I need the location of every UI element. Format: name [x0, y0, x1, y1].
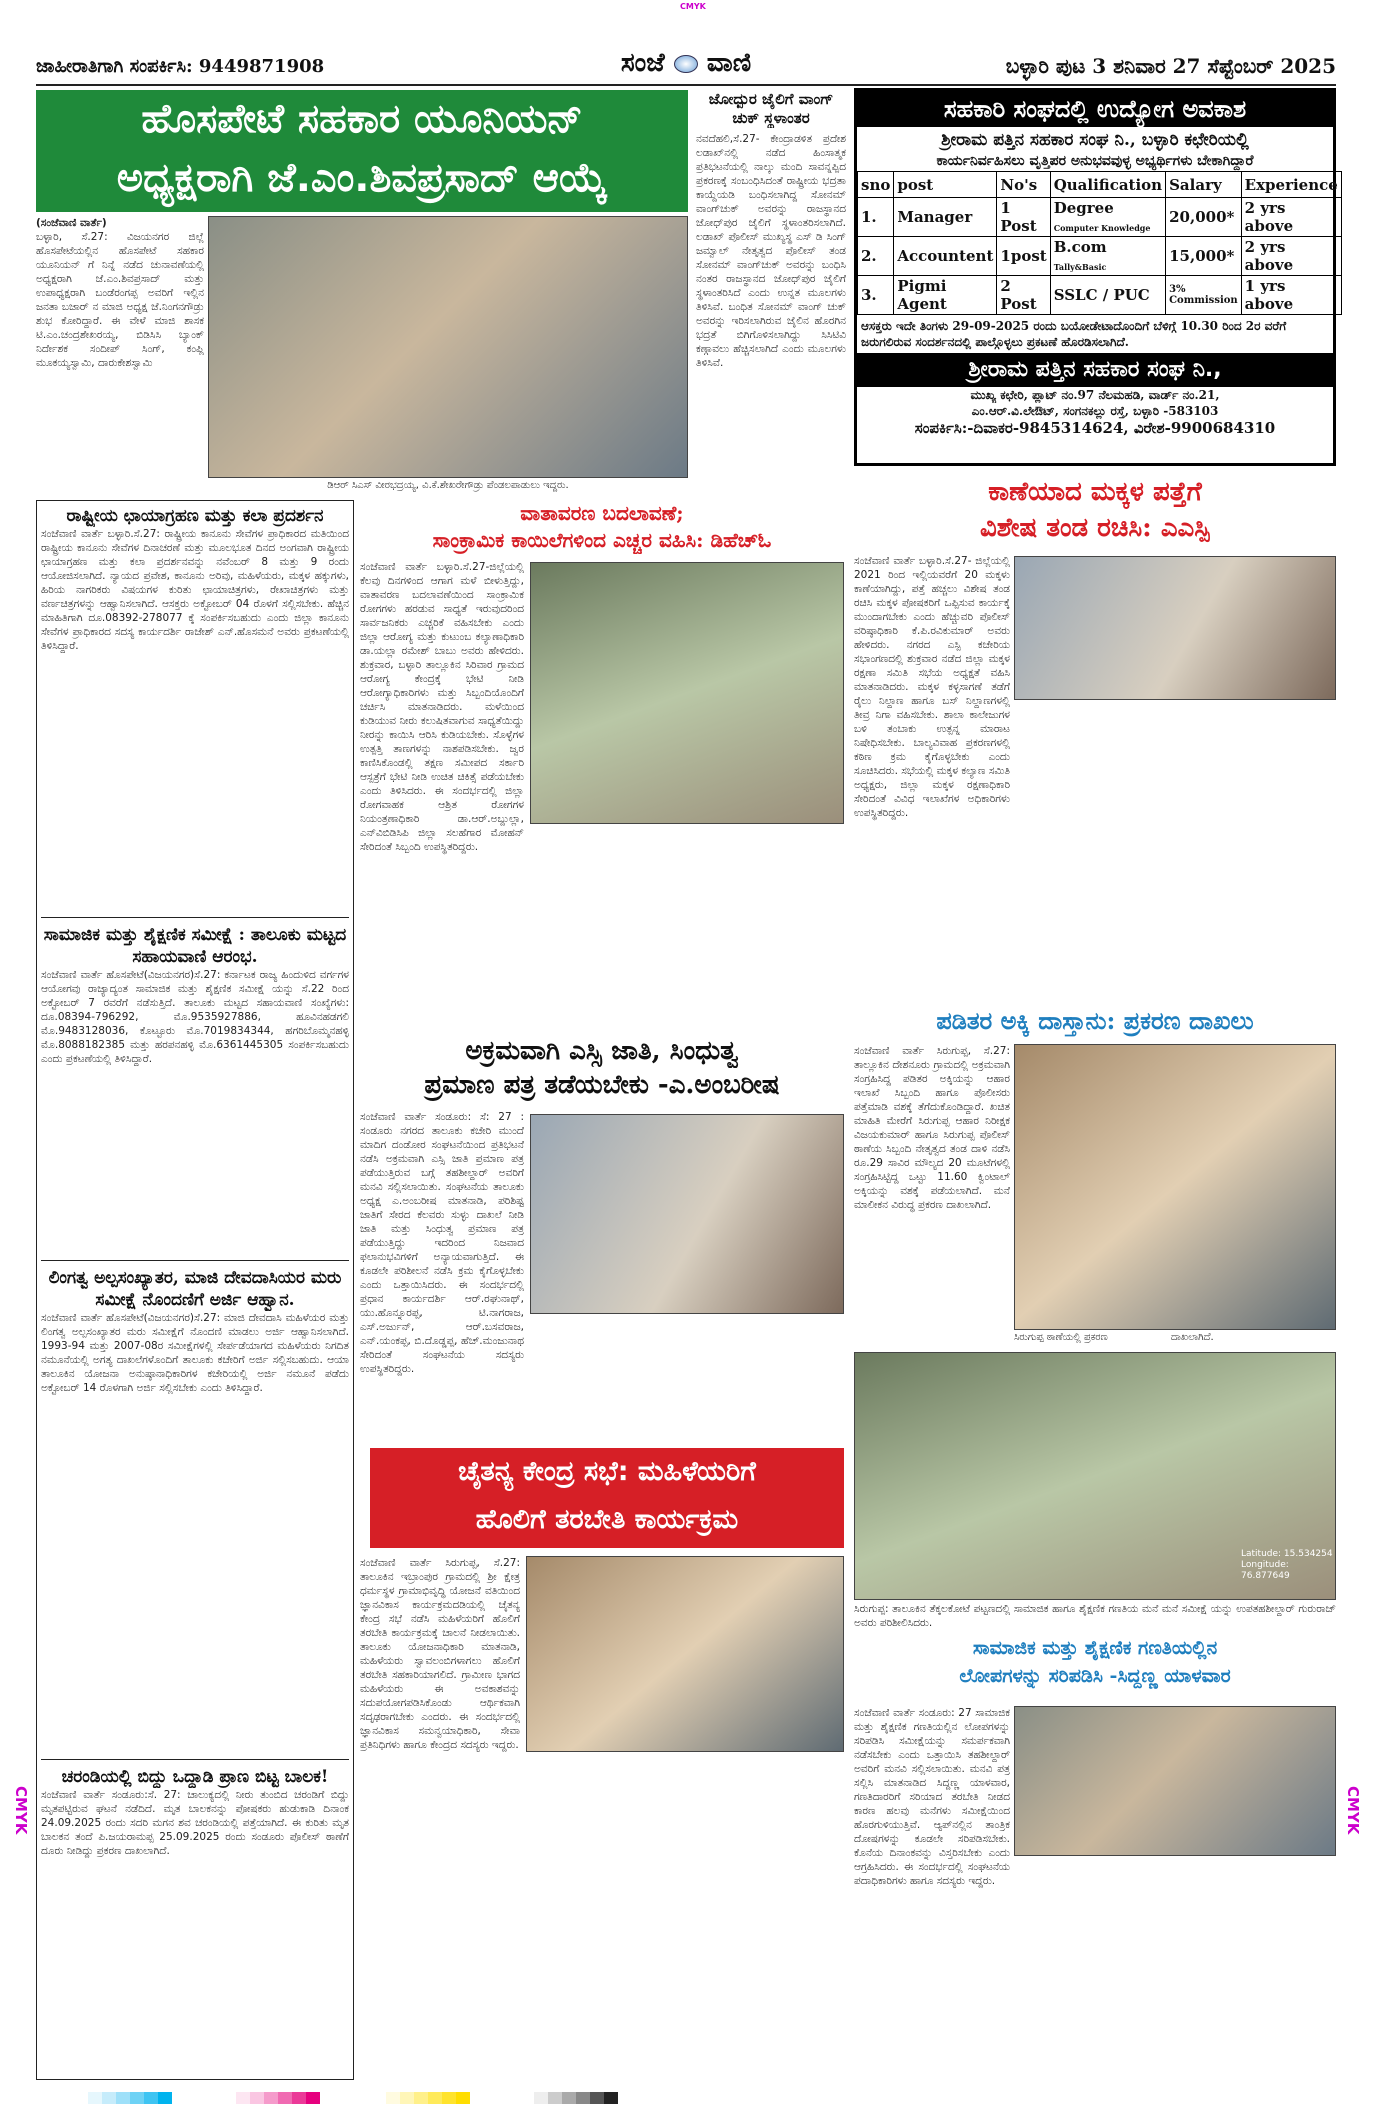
article-photo-exhibition: [41, 505, 349, 918]
census-headline-box: [854, 1634, 1336, 1702]
title-right: ವಾಣಿ: [706, 48, 752, 78]
article-helpline: [41, 924, 349, 1261]
dho-photo: [530, 562, 844, 824]
census-photo: [1014, 1706, 1336, 1856]
color-bar-magenta: [236, 2092, 320, 2104]
lead-headline-2: ಅಧ್ಯಕ್ಷರಾಗಿ ಜೆ.ಎಂ.ಶಿವಪ್ರಸಾದ್ ಆಯ್ಕೆ: [116, 155, 608, 201]
col-post: post: [894, 172, 997, 198]
jodhpur-article: [696, 90, 846, 490]
color-bar-yellow: [386, 2092, 470, 2104]
census-headline-2: ಲೋಪಗಳನ್ನು ಸರಿಪಡಿಸಿ -ಸಿದ್ದಣ್ಣ ಯಾಳವಾರ: [959, 1665, 1231, 1687]
dho-headline-2: ಸಾಂಕ್ರಾಮಿಕ ಕಾಯಿಲೆಗಳಿಂದ ಎಚ್ಚರ ವಹಿಸಿ: ಡಿಹೆಚ್ಓ: [432, 528, 772, 552]
missing-kids-body: ಸಂಜೆವಾಣಿ ವಾರ್ತೆ ಬಳ್ಳಾರಿ.ಸೆ.27- ಜಿಲ್ಲೆಯಲ್ಲಿ 2021 ರಿಂದ ಇಲ್ಲಿಯವರೆಗೆ 20 ಮಕ್ಕಳು ಕಾಣೆಯಾಗಿದ್ದು, ಪತ್ತೆ ಹಚ್ಚಲು ವಿಶೇಷ ತಂಡ ರಚಿಸಿ ಮಕ್ಕಳ ಪೋಷಕರಿಗೆ ಒಪ್ಪಿಸುವ ಕಾರ್ಯಕ್ಕೆ ಮುಂದಾಗಬೇಕು ಎಂದು ಹೆಚ್ಚುವರಿ ಪೊಲೀಸ್ ವರಿಷ್ಠಾಧಿಕಾರಿ ಕೆ.ಪಿ.ರವಿಕುಮಾರ್ ಅವರು ಹೇಳಿದರು. ನಗರದ ಎಸ್ಪಿ ಕಚೇರಿಯ ಸಭಾಂಗಣದಲ್ಲಿ ಶುಕ್ರವಾರ ನಡೆದ ಜಿಲ್ಲಾ ಮಕ್ಕಳ ರಕ್ಷಣಾ ಸಮಿತಿ ಸಭೆಯ ಅಧ್ಯಕ್ಷತೆ ವಹಿಸಿ ಮಾತನಾಡಿದರು. ಮಕ್ಕಳ ಕಳ್ಳಸಾಗಣೆ ತಡೆಗೆ ರೈಲು ನಿಲ್ದಾಣ ಹಾಗೂ ಬಸ್ ನಿಲ್ದಾಣಗಳಲ್ಲಿ ತೀವ್ರ ನಿಗಾ ವಹಿಸಬೇಕು. ಶಾಲಾ ಕಾಲೇಜುಗಳ ಬಳಿ ತಂಬಾಕು ಉತ್ಪನ್ನ ಮಾರಾಟ ನಿಷೇಧಿಸಬೇಕು. ಬಾಲ್ಯವಿವಾಹ ಪ್ರಕರಣಗಳಲ್ಲಿ ಕಠಿಣ ಕ್ರಮ ಕೈಗೊಳ್ಳಬೇಕು ಎಂದು ಸೂಚಿಸಿದರು. ಸಭೆಯಲ್ಲಿ ಮಕ್ಕಳ ಕಲ್ಯಾಣ ಸಮಿತಿ ಅಧ್ಯಕ್ಷರು, ಜಿಲ್ಲಾ ಮಕ್ಕಳ ರಕ್ಷಣಾಧಿಕಾರಿ ಸೇರಿದಂತೆ ವಿವಿಧ ಇಲಾಖೆಗಳ ಅಧಿಕಾರಿಗಳು ಉಪಸ್ಥಿತರಿದ್ದರು.: [854, 555, 1010, 819]
jobs-ad: [854, 88, 1336, 466]
survey-caption: ಸಿರುಗುಪ್ಪ: ತಾಲೂಕಿನ ತೆಕ್ಕಲಕೋಟೆ ಪಟ್ಟಣದಲ್ಲಿ ಸಾಮಾಜಿಕ ಹಾಗೂ ಶೈಕ್ಷಣಿಕ ಗಣತಿಯ ಮನೆ ಮನೆ ಸಮೀಕ್ಷೆ ಯನ್ನು ಉಪತಹಶೀಲ್ದಾರ್ ಗುರುರಾಜ್ ಅವರು ಪರಿಶೀಲಿಸಿದರು.: [854, 1603, 1336, 1629]
chaitanya-headline-1: ಚೈತನ್ಯ ಕೇಂದ್ರ ಸಭೆ: ಮಹಿಳೆಯರಿಗೆ: [458, 1456, 756, 1487]
article-headline: ಸಾಮಾಜಿಕ ಮತ್ತು ಶೈಕ್ಷಣಿಕ ಸಮೀಕ್ಷೆ : ತಾಲೂಕು ಮಟ್ಟದ ಸಹಾಯವಾಣಿ ಆರಂಭ.: [43, 925, 347, 967]
caste-headline-2: ಪ್ರಮಾಣ ಪತ್ರ ತಡೆಯಬೇಕು -ಎ.ಅಂಬರೀಷ: [424, 1070, 780, 1100]
masthead-rule: [36, 84, 1336, 86]
article-body: ಸಂಜೆವಾಣಿ ವಾರ್ತೆ ಹೊಸಪೇಟೆ(ವಿಜಯನಗರ)ಸೆ.27: ಕರ್ನಾಟಕ ರಾಜ್ಯ ಹಿಂದುಳಿದ ವರ್ಗಗಳ ಆಯೋಗವು ರಾಜ್ಯಾದ್ಯಂತ ಸಾಮಾಜಿಕ ಮತ್ತು ಶೈಕ್ಷಣಿಕ ಸಮೀಕ್ಷೆ ಯನ್ನು ಸೆ.22 ರಿಂದ ಅಕ್ಟೋಬರ್ 7 ರವರೆಗೆ ನಡೆಸುತ್ತಿದೆ. ತಾಲೂಕು ಮಟ್ಟದ ಸಹಾಯವಾಣಿ ಸಂಖ್ಯೆಗಳು: ದೂ.08394-796292, ಮೊ.9535927886, ಹೂವಿನಹಡಗಲಿ ಮೊ.9483128036, ಕೊಟ್ಟೂರು ಮೊ.7019834344, ಹಗರಿಬೊಮ್ಮನಹಳ್ಳಿ ಮೊ.8088182385 ಮತ್ತು ಹರಪನಹಳ್ಳಿ ಮೊ.6361445305 ಸಂಪರ್ಕಿಸಬಹುದು ಎಂದು ಪ್ರಕಟಣೆಯಲ್ಲಿ ತಿಳಿಸಿದ್ದಾರೆ.: [41, 969, 349, 1065]
ration-caption-1: ಸಿರುಗುಪ್ಪ ಠಾಣೆಯಲ್ಲಿ ಪ್ರಕರಣ: [1014, 1332, 1108, 1343]
right-cmyk-mark: CMYK: [1344, 1786, 1362, 1835]
census-body: ಸಂಜೆವಾಣಿ ವಾರ್ತೆ ಸಂಡೂರು: 27 ಸಾಮಾಜಿಕ ಮತ್ತು ಶೈಕ್ಷಣಿಕ ಗಣತಿಯಲ್ಲಿನ ಲೋಪಗಳನ್ನು ಸರಿಪಡಿಸಿ ಸಮೀಕ್ಷೆಯನ್ನು ಸಮರ್ಪಕವಾಗಿ ನಡೆಸಬೇಕು ಎಂದು ಒತ್ತಾಯಿಸಿ ತಹಶೀಲ್ದಾರ್ ಅವರಿಗೆ ಮನವಿ ಸಲ್ಲಿಸಲಾಯಿತು. ಮನವಿ ಪತ್ರ ಸಲ್ಲಿಸಿ ಮಾತನಾಡಿದ ಸಿದ್ದಣ್ಣ ಯಾಳವಾರ, ಗಣತಿದಾರರಿಗೆ ಸರಿಯಾದ ತರಬೇತಿ ನೀಡದ ಕಾರಣ ಹಲವು ಮನೆಗಳು ಸಮೀಕ್ಷೆಯಿಂದ ಹೊರಗುಳಿಯುತ್ತಿವೆ. ಆ್ಯಪ್‌ನಲ್ಲಿನ ತಾಂತ್ರಿಕ ದೋಷಗಳನ್ನು ಕೂಡಲೇ ಸರಿಪಡಿಸಬೇಕು. ಕೊನೆಯ ದಿನಾಂಕವನ್ನು ವಿಸ್ತರಿಸಬೇಕು ಎಂದು ಆಗ್ರಹಿಸಿದರು. ಈ ಸಂದರ್ಭದಲ್ಲಿ ಸಂಘಟನೆಯ ಪದಾಧಿಕಾರಿಗಳು ಹಾಗೂ ಸದಸ್ಯರು ಇದ್ದರು.: [854, 1707, 1010, 1887]
ration-headline-box: [854, 1004, 1336, 1038]
col1-articles: [36, 500, 354, 2080]
chaitanya-body: ಸಂಜೆವಾಣಿ ವಾರ್ತೆ ಸಿರುಗುಪ್ಪ, ಸೆ.27: ತಾಲೂಕಿನ ಇಬ್ರಾಂಪುರ ಗ್ರಾಮದಲ್ಲಿ ಶ್ರೀ ಕ್ಷೇತ್ರ ಧರ್ಮಸ್ಥಳ ಗ್ರಾಮಾಭಿವೃದ್ಧಿ ಯೋಜನೆ ವತಿಯಿಂದ ಜ್ಞಾನವಿಕಾಸ ಕಾರ್ಯಕ್ರಮದಡಿಯಲ್ಲಿ ಚೈತನ್ಯ ಕೇಂದ್ರ ಸಭೆ ನಡೆಸಿ ಮಹಿಳೆಯರಿಗೆ ಹೊಲಿಗೆ ತರಬೇತಿ ಕಾರ್ಯಕ್ರಮಕ್ಕೆ ಚಾಲನೆ ನೀಡಲಾಯಿತು. ತಾಲೂಕು ಯೋಜನಾಧಿಕಾರಿ ಮಾತನಾಡಿ, ಮಹಿಳೆಯರು ಸ್ವಾವಲಂಬಿಗಳಾಗಲು ಹೊಲಿಗೆ ತರಬೇತಿ ಸಹಕಾರಿಯಾಗಲಿದೆ. ಗ್ರಾಮೀಣ ಭಾಗದ ಮಹಿಳೆಯರು ಈ ಅವಕಾಶವನ್ನು ಸದುಪಯೋಗಪಡಿಸಿಕೊಂಡು ಆರ್ಥಿಕವಾಗಿ ಸದೃಢರಾಗಬೇಕು ಎಂದರು. ಈ ಸಂದರ್ಭದಲ್ಲಿ ಜ್ಞಾನವಿಕಾಸ ಸಮನ್ವಯಾಧಿಕಾರಿ, ಸೇವಾ ಪ್ರತಿನಿಧಿಗಳು ಹಾಗೂ ಕೇಂದ್ರದ ಸದಸ್ಯರು ಇದ್ದರು.: [360, 1557, 520, 1751]
caste-photo: [530, 1114, 844, 1314]
col-salary: Salary: [1166, 172, 1242, 198]
lead-headline-1: ಹೊಸಪೇಟೆ ಸಹಕಾರ ಯೂನಿಯನ್: [141, 96, 583, 142]
article-body: ಸಂಜೆವಾಣಿ ವಾರ್ತೆ ಬಳ್ಳಾರಿ.ಸೆ.27: ರಾಷ್ಟ್ರೀಯ ಕಾನೂನು ಸೇವೆಗಳ ಪ್ರಾಧಿಕಾರದ ಮತಿಯಿಂದ ರಾಷ್ಟ್ರೀಯ ಕಾನೂನು ಸೇವೆಗಳ ದಿನಾಚರಣೆ ಮತ್ತು ಮೂಲಭೂತ ದಿನದ ಅಂಗವಾಗಿ ರಾಷ್ಟ್ರೀಯ ಛಾಯಾಗ್ರಹಣ ಮತ್ತು ಕಲಾ ಪ್ರದರ್ಶನವನ್ನು ನವೆಂಬರ್ 8 ಮತ್ತು 9 ರಂದು ಆಯೋಜಿಸಲಾಗಿದೆ. ನ್ಯಾಯದ ಪ್ರವೇಶ, ಕಾನೂನು ಅರಿವು, ಮಹಿಳೆಯರು, ಮಕ್ಕಳ ಹಕ್ಕುಗಳು, ಹಿರಿಯ ನಾಗರಿಕರು ವಿಷಯಗಳ ಕುರಿತು ಛಾಯಾಚಿತ್ರಗಳು, ರೇಖಾಚಿತ್ರಗಳು ಮತ್ತು ವರ್ಣಚಿತ್ರಗಳನ್ನು ಆಹ್ವಾನಿಸಲಾಗಿದೆ. ಆಸಕ್ತರು ಅಕ್ಟೋಬರ್ 04 ರೊಳಗೆ ಸಲ್ಲಿಸಬೇಕು. ಹೆಚ್ಚಿನ ಮಾಹಿತಿಗಾಗಿ ದೂ.08392-278077 ಕ್ಕೆ ಸಂಪರ್ಕಿಸಬಹುದು ಎಂದು ಜಿಲ್ಲಾ ಕಾನೂನು ಸೇವೆಗಳ ಪ್ರಾಧಿಕಾರದ ಸದಸ್ಯ ಕಾರ್ಯದರ್ಶಿ ರಾಜೇಶ್ ಎನ್.ಹೊಸಮನೆ ಅವರು ಪ್ರಕಟಣೆಯಲ್ಲಿ ತಿಳಿಸಿದ್ದಾರೆ.: [41, 528, 349, 652]
jobs-society: ಶ್ರೀರಾಮ ಪತ್ತಿನ ಸಹಕಾರ ಸಂಘ ನಿ.,: [857, 353, 1333, 387]
lead-photo-caption: ಡಿಆರ್ ಸಿಎಸ್ ವೀರಭದ್ರಯ್ಯ, ವಿ.ಕೆ.ಶೇಖರೇಗೌಡ್ರು ಪೆಂಡಲಪಾಡುಲು ಇದ್ದರು.: [327, 480, 569, 491]
lead-body: [36, 216, 204, 478]
missing-kids-article: [854, 474, 1336, 1000]
color-bar-cyan: [88, 2092, 172, 2104]
jodhpur-body: ನವದೆಹಲಿ,ಸೆ.27- ಕೇಂದ್ರಾಡಳಿತ ಪ್ರದೇಶ ಲಡಾಖ್‌ನಲ್ಲಿ ನಡೆದ ಹಿಂಸಾತ್ಮಕ ಪ್ರತಿಭಟನೆಯಲ್ಲಿ ನಾಲ್ಕು ಮಂದಿ ಸಾವನ್ನಪ್ಪಿದ ಪ್ರಕರಣಕ್ಕೆ ಸಂಬಂಧಿಸಿದಂತೆ ರಾಷ್ಟ್ರೀಯ ಭದ್ರತಾ ಕಾಯ್ದೆಯಡಿ ಬಂಧಿಸಲಾಗಿದ್ದ ಸೋನಮ್ ವಾಂಗ್‌ಚುಕ್ ಅವರನ್ನು ರಾಜಸ್ಥಾನದ ಜೋಧ್‌ಪುರ ಜೈಲಿಗೆ ಸ್ಥಳಾಂತರಿಸಲಾಗಿದೆ. ಲಡಾಖ್ ಪೊಲೀಸ್ ಮುಖ್ಯಸ್ಥ ಎಸ್ ಡಿ ಸಿಂಗ್ ಜಮ್ವಾಲ್ ನೇತೃತ್ವದ ಪೊಲೀಸ್ ತಂಡ ಸೋನಮ್ ವಾಂಗ್‌ಚುಕ್ ಅವರನ್ನು ಬಂಧಿಸಿ ನಂತರ ರಾಜಸ್ಥಾನದ ಜೋಧ್‌ಪುರ ಜೈಲಿಗೆ ಸ್ಥಳಾಂತರಿಸಿದೆ ಎಂದು ಉನ್ನತ ಮೂಲಗಳು ತಿಳಿಸಿವೆ. ಬಂಧಿತ ಸೋನಮ್ ವಾಂಗ್ ಚುಕ್ ಅವರನ್ನು ಇರಿಸಲಾಗಿರುವ ಜೈಲಿನ ಹೊರಗಿನ ಭದ್ರತೆ ಬಿಗಿಗೊಳಿಸಲಾಗಿದ್ದು ಸಿಸಿಟಿವಿ ಕಣ್ಗಾವಲು ಹೆಚ್ಚಿಸಲಾಗಿದೆ ಎಂದು ಮೂಲಗಳು ತಿಳಿಸಿವೆ.: [696, 133, 846, 369]
article-headline: ಲಿಂಗತ್ವ ಅಲ್ಪಸಂಖ್ಯಾತರ, ಮಾಜಿ ದೇವದಾಸಿಯರ ಮರು ಸಮೀಕ್ಷೆ ನೊಂದಣಿಗೆ ಅರ್ಜಿ ಆಹ್ವಾನ.: [48, 1268, 342, 1310]
ration-photo: [1014, 1044, 1336, 1330]
missing-kids-photo: [1014, 556, 1336, 700]
table-row: 3. Pigmi Agent 2 Post SSLC / PUC 3% Commission 1 yrs above: [858, 276, 1342, 315]
census-headline-1: ಸಾಮಾಜಿಕ ಮತ್ತು ಶೈಕ್ಷಣಿಕ ಗಣತಿಯಲ್ಲಿನ: [972, 1637, 1218, 1659]
chaitanya-headline-2: ಹೊಲಿಗೆ ತರಬೇತಿ ಕಾರ್ಯಕ್ರಮ: [475, 1504, 739, 1535]
ration-photo-caption: [1014, 1332, 1336, 1343]
dho-article: [360, 500, 844, 1030]
table-row: 2. Accountent 1post B.com Tally&Basic 15,000* 2 yrs above: [858, 237, 1342, 276]
lead-body-text: ಬಳ್ಳಾರಿ, ಸೆ.27: ವಿಜಯನಗರ ಜಿಲ್ಲೆ ಹೊಸಪೇಟೆಯಲ್ಲಿನ ಹೊಸಪೇಟೆ ಸಹಕಾರ ಯೂನಿಯನ್ ಗೆ ನಿನ್ನೆ ನಡೆದ ಚುನಾವಣೆಯಲ್ಲಿ ಅಧ್ಯಕ್ಷರಾಗಿ ಜೆ.ಎಂ.ಶಿವಪ್ರಸಾದ್ ಮತ್ತು ಉಪಾಧ್ಯಕ್ಷರಾಗಿ ಬಂಡೆರಂಗಪ್ಪ ಅವರಿಗೆ ಇಲ್ಲಿನ ಜನತಾ ಬಜಾರ್ ನ ಮಾಜಿ ಅಧ್ಯಕ್ಷ ಜೆ.ನಿಂಗನಗೌಡ್ರು ಶುಭ ಕೋರಿದ್ದಾರೆ. ಈ ವೇಳೆ ಮಾಜಿ ಶಾಸಕ ಟಿ.ಎಂ.ಚಂದ್ರಶೇಖರಯ್ಯ, ಬಿಡಿಸಿಸಿ ಬ್ಯಾಂಕ್ ನಿರ್ದೇಶಕ ಸಂದೀಪ್ ಸಿಂಗ್, ಕಂಪ್ಲಿ ಮೂಕಯ್ಯಸ್ವಾಮಿ, ದಾರುಕೇಶಸ್ವಾಮಿ: [36, 231, 204, 369]
article-body: ಸಂಜೆವಾಣಿ ವಾರ್ತೆ ಹೊಸಪೇಟೆ(ವಿಜಯನಗರ)ಸೆ.27: ಮಾಜಿ ದೇವದಾಸಿ ಮಹಿಳೆಯರ ಮತ್ತು ಲಿಂಗತ್ವ ಅಲ್ಪಸಂಖ್ಯಾತರ ಮರು ಸಮೀಕ್ಷೆಗೆ ನೊಂದಣಿ ಮಾಡಲು ಅರ್ಜಿ ಆಹ್ವಾನಿಸಲಾಗಿದೆ. 1993-94 ಮತ್ತು 2007-08ರ ಸಮೀಕ್ಷೆಗಳಲ್ಲಿ ಸೇರ್ಪಡೆಯಾಗದ ಮಹಿಳೆಯರು ನಿಗದಿತ ನಮೂನೆಯಲ್ಲಿ ಅಗತ್ಯ ದಾಖಲೆಗಳೊಂದಿಗೆ ತಾಲೂಕು ಕಚೇರಿಗೆ ಅರ್ಜಿ ಸಲ್ಲಿಸಬಹುದು. ಆಯಾ ತಾಲೂಕಿನ ಯೋಜನಾ ಅನುಷ್ಠಾನಾಧಿಕಾರಿಗಳ ಕಚೇರಿಯಲ್ಲಿ ಅರ್ಜಿ ನಮೂನೆ ಪಡೆದು ಅಕ್ಟೋಬರ್ 14 ರೊಳಗಾಗಿ ಅರ್ಜಿ ಸಲ್ಲಿಸಬೇಕು ಎಂದು ತಿಳಿಸಿದ್ದಾರೆ.: [41, 1312, 349, 1394]
article-body: ಸಂಜೆವಾಣಿ ವಾರ್ತೆ ಸಂಡೂರು:ಸೆ. 27: ಚಾಲುಕ್ಯದಲ್ಲಿ ನೀರು ತುಂಬಿದ ಚರಂಡಿಗೆ ಬಿದ್ದು ಮೃತಪಟ್ಟಿರುವ ಘಟನೆ ನಡೆದಿದೆ. ಮೃತ ಬಾಲಕನನ್ನು ಪೋಷಕರು ಹುಡುಕಾಡಿ ದಿನಾಂಕ 24.09.2025 ರಂದು ಸದರಿ ಮಗನ ಶವ ಚರಂಡಿಯಲ್ಲಿ ಪತ್ತೆಯಾಗಿದೆ. ಈ ಕುರಿತು ಮೃತ ಬಾಲಕನ ತಂದೆ ಪಿ.ಜಯರಾಮಪ್ಪ 25.09.2025 ರಂದು ಸಂಡೂರು ಪೊಲೀಸ್ ಠಾಣೆಗೆ ದೂರು ನೀಡಿದ್ದು ಪ್ರಕರಣ ದಾಖಲಾಗಿದೆ.: [41, 1789, 349, 1857]
jobs-address-1: ಮುಖ್ಯ ಕಛೇರಿ, ಪ್ಲಾಟ್ ನಂ.97 ನೆಲಮಹಡಿ, ವಾರ್ಡ್ ನಂ.21,: [970, 388, 1220, 402]
jobs-banner: ಸಹಕಾರಿ ಸಂಘದಲ್ಲಿ ಉದ್ಯೋಗ ಅವಕಾಶ: [857, 91, 1333, 127]
left-cmyk-mark: CMYK: [12, 1786, 30, 1835]
lead-byline: (ಸಂಜೆವಾಣಿ ವಾರ್ತೆ): [36, 217, 107, 229]
col-sno: sno: [858, 172, 894, 198]
col-nos: No's: [997, 172, 1050, 198]
title-left: ಸಂಜೆ: [620, 48, 665, 78]
jobs-address-2: ಎಂ.ಆರ್.ವಿ.ಲೇಔಟ್, ಸಂಗನಕಲ್ಲು ರಸ್ತೆ, ಬಳ್ಳಾರಿ -583103: [971, 404, 1219, 418]
chaitanya-headline-box: [370, 1448, 844, 1548]
color-bar-black: [534, 2092, 618, 2104]
dho-headline-1: ವಾತಾವರಣ ಬದಲಾವಣೆ;: [520, 501, 684, 525]
survey-photo: [854, 1352, 1336, 1600]
col-experience: Experience: [1241, 172, 1341, 198]
masthead: [36, 48, 1336, 84]
caste-article: [360, 1034, 844, 1444]
title-logo-icon: [674, 55, 698, 73]
ad-contact: ಜಾಹೀರಾತಿಗಾಗಿ ಸಂಪರ್ಕಿಸಿ: 9449871908: [36, 56, 325, 77]
article-devadasi: [41, 1267, 349, 1760]
jobs-contact: ಸಂಪರ್ಕಿಸಿ:-ದಿವಾಕರ-9845314624, ವಿರೇಶ-9900684310: [914, 419, 1276, 437]
jobs-table-header: [858, 172, 1342, 198]
issue-line: ಬಳ್ಳಾರಿ ಪುಟ 3 ಶನಿವಾರ 27 ಸೆಪ್ಟೆಂಬರ್ 2025: [1005, 54, 1336, 78]
table-row: 1. Manager 1 Post Degree Computer Knowledge 20,000* 2 yrs above: [858, 198, 1342, 237]
missing-kids-headline-1: ಕಾಣೆಯಾದ ಮಕ್ಕಳ ಪತ್ತೆಗೆ: [988, 477, 1202, 507]
missing-kids-headline-2: ವಿಶೇಷ ತಂಡ ರಚಿಸಿ: ಎಎಸ್ಪಿ: [979, 513, 1211, 543]
col-qualification: Qualification: [1050, 172, 1165, 198]
gps-stamp: Latitude: 15.534254 Longitude: 76.877649: [1241, 1549, 1333, 1581]
caste-body: ಸಂಜೆವಾಣಿ ವಾರ್ತೆ ಸಂಡೂರು: ಸೆ: 27 : ಸಂಡೂರು ನಗರದ ತಾಲೂಕು ಕಚೇರಿ ಮುಂದೆ ಮಾದಿಗ ದಂಡೋರ ಸಂಘಟನೆಯಿಂದ ಪ್ರತಿಭಟನೆ ನಡೆಸಿ ಅಕ್ರಮವಾಗಿ ಎಸ್ಸಿ ಜಾತಿ ಪ್ರಮಾಣ ಪತ್ರ ಪಡೆಯುತ್ತಿರುವ ಬಗ್ಗೆ ತಹಶೀಲ್ದಾರ್ ಅವರಿಗೆ ಮನವಿ ಸಲ್ಲಿಸಲಾಯಿತು. ಸಂಘಟನೆಯ ತಾಲೂಕು ಅಧ್ಯಕ್ಷ ಎ.ಅಂಬರೀಷ ಮಾತನಾಡಿ, ಪರಿಶಿಷ್ಟ ಜಾತಿಗೆ ಸೇರದ ಕೆಲವರು ಸುಳ್ಳು ದಾಖಲೆ ನೀಡಿ ಜಾತಿ ಮತ್ತು ಸಿಂಧುತ್ವ ಪ್ರಮಾಣ ಪತ್ರ ಪಡೆಯುತ್ತಿದ್ದು ಇದರಿಂದ ನಿಜವಾದ ಫಲಾನುಭವಿಗಳಿಗೆ ಅನ್ಯಾಯವಾಗುತ್ತಿದೆ. ಈ ಕೂಡಲೇ ಪರಿಶೀಲನೆ ನಡೆಸಿ ಕ್ರಮ ಕೈಗೊಳ್ಳಬೇಕು ಎಂದು ಒತ್ತಾಯಿಸಿದರು. ಈ ಸಂದರ್ಭದಲ್ಲಿ ಪ್ರಧಾನ ಕಾರ್ಯದರ್ಶಿ ಆರ್.ರಘುನಾಥ್, ಯು.ಹೊನ್ನೂರಪ್ಪ, ಟಿ.ನಾಗರಾಜ, ಎಸ್.ಅರ್ಜುನ್, ಆರ್.ಬಸವರಾಜ, ಎನ್.ಯಂಕಪ್ಪ, ಬಿ.ದೊಡ್ಡಪ್ಪ, ಹೆಚ್.ಮಂಜುನಾಥ ಸೇರಿದಂತೆ ಸಂಘಟನೆಯ ಸದಸ್ಯರು ಉಪಸ್ಥಿತರಿದ್ದರು.: [360, 1111, 524, 1375]
jobs-line-1: ಶ್ರೀರಾಮ ಪತ್ತಿನ ಸಹಕಾರ ಸಂಘ ನಿ., ಬಳ್ಳಾರಿ ಕಛೇರಿಯಲ್ಲಿ: [941, 130, 1249, 150]
lead-headline-box: [36, 90, 688, 212]
top-color-mark: CMYK: [680, 2, 706, 11]
article-drain-boy: [41, 1766, 349, 2066]
jodhpur-headline: ಜೋಧ್ಪುರ ಜೈಲಿಗೆ ವಾಂಗ್ ಚುಕ್ ಸ್ಥಳಾಂತರ: [708, 90, 834, 127]
chaitanya-photo: [526, 1556, 844, 1752]
ration-headline: ಪಡಿತರ ಅಕ್ಕಿ ದಾಸ್ತಾನು: ಪ್ರಕರಣ ದಾಖಲು: [936, 1006, 1254, 1035]
lead-photo: [208, 216, 688, 478]
jobs-line-2: ಕಾರ್ಯನಿರ್ವಹಿಸಲು ವೃತ್ತಿಪರ ಅನುಭವವುಳ್ಳ ಅಭ್ಯರ್ಥಿಗಳು ಬೇಕಾಗಿದ್ದಾರೆ: [936, 153, 1254, 169]
article-headline: ರಾಷ್ಟ್ರೀಯ ಛಾಯಾಗ್ರಹಣ ಮತ್ತು ಕಲಾ ಪ್ರದರ್ಶನ: [66, 506, 324, 526]
jobs-table: [857, 171, 1342, 315]
ration-caption-2: ದಾಖಲಾಗಿದೆ.: [1170, 1332, 1214, 1343]
caste-headline-1: ಅಕ್ರಮವಾಗಿ ಎಸ್ಸಿ ಜಾತಿ, ಸಿಂಧುತ್ವ: [465, 1036, 739, 1066]
dho-body: ಸಂಜೆವಾಣಿ ವಾರ್ತೆ ಬಳ್ಳಾರಿ.ಸೆ.27-ಜಿಲ್ಲೆಯಲ್ಲಿ ಕೆಲವು ದಿನಗಳಿಂದ ಆಗಾಗ ಮಳೆ ಬೀಳುತ್ತಿದ್ದು, ವಾತಾವರಣ ಬದಲಾವಣೆಯಿಂದ ಸಾಂಕ್ರಾಮಿಕ ರೋಗಗಳು ಹರಡುವ ಸಾಧ್ಯತೆ ಇರುವುದರಿಂದ ಸಾರ್ವಜನಿಕರು ಎಚ್ಚರಿಕೆ ವಹಿಸಬೇಕು ಎಂದು ಜಿಲ್ಲಾ ಆರೋಗ್ಯ ಮತ್ತು ಕುಟುಂಬ ಕಲ್ಯಾಣಾಧಿಕಾರಿ ಡಾ.ಯಲ್ಲಾ ರಮೇಶ್ ಬಾಬು ಅವರು ಹೇಳಿದರು. ಶುಕ್ರವಾರ, ಬಳ್ಳಾರಿ ತಾಲ್ಲೂಕಿನ ಸಿರಿವಾರ ಗ್ರಾಮದ ಆರೋಗ್ಯ ಕೇಂದ್ರಕ್ಕೆ ಭೇಟಿ ನೀಡಿ ಆರೋಗ್ಯಾಧಿಕಾರಿಗಳು ಮತ್ತು ಸಿಬ್ಬಂದಿಯೊಂದಿಗೆ ಚರ್ಚಿಸಿ ಮಾತನಾಡಿದರು. ಮಳೆಯಿಂದ ಕುಡಿಯುವ ನೀರು ಕಲುಷಿತವಾಗುವ ಸಾಧ್ಯತೆಯಿದ್ದು ನೀರನ್ನು ಕಾಯಿಸಿ ಆರಿಸಿ ಕುಡಿಯಬೇಕು. ಸೊಳ್ಳೆಗಳ ಉತ್ಪತ್ತಿ ತಾಣಗಳನ್ನು ನಾಶಪಡಿಸಬೇಕು. ಜ್ವರ ಕಾಣಿಸಿಕೊಂಡಲ್ಲಿ ತಕ್ಷಣ ಸಮೀಪದ ಸರ್ಕಾರಿ ಆಸ್ಪತ್ರೆಗೆ ಭೇಟಿ ನೀಡಿ ಉಚಿತ ಚಿಕಿತ್ಸೆ ಪಡೆಯಬೇಕು ಎಂದು ತಿಳಿಸಿದರು. ಈ ಸಂದರ್ಭದಲ್ಲಿ ಜಿಲ್ಲಾ ರೋಗವಾಹಕ ಆಶ್ರಿತ ರೋಗಗಳ ನಿಯಂತ್ರಣಾಧಿಕಾರಿ ಡಾ.ಆರ್.ಅಬ್ದುಲ್ಲಾ, ಎನ್‌ವಿಬಿಡಿಸಿಪಿ ಜಿಲ್ಲಾ ಸಲಹೆಗಾರ ಮೋಹನ್ ಸೇರಿದಂತೆ ಸಿಬ್ಬಂದಿ ಉಪಸ್ಥಿತರಿದ್ದರು.: [360, 561, 524, 853]
paper-title: [596, 48, 776, 82]
jobs-note: ಆಸಕ್ತರು ಇದೇ ತಿಂಗಳು 29-09-2025 ರಂದು ಬಯೋಡೇಟಾದೊಂದಿಗೆ ಬೆಳಿಗ್ಗೆ 10.30 ರಿಂದ 2ರ ವರೆಗೆ ಜರುಗಲಿರುವ ಸಂದರ್ಶನದಲ್ಲಿ ಪಾಲ್ಗೊಳ್ಳಲು ಪ್ರಕಟಣೆ ಹೊರಡಿಸಲಾಗಿದೆ.: [861, 319, 1287, 349]
ration-body: ಸಂಜೆವಾಣಿ ವಾರ್ತೆ ಸಿರುಗುಪ್ಪ, ಸೆ.27: ತಾಲ್ಲೂಕಿನ ದೇಶನೂರು ಗ್ರಾಮದಲ್ಲಿ ಅಕ್ರಮವಾಗಿ ಸಂಗ್ರಹಿಸಿದ್ದ ಪಡಿತರ ಅಕ್ಕಿಯನ್ನು ಆಹಾರ ಇಲಾಖೆ ಸಿಬ್ಬಂದಿ ಹಾಗೂ ಪೊಲೀಸರು ಪತ್ತೆಮಾಡಿ ವಶಕ್ಕೆ ತೆಗೆದುಕೊಂಡಿದ್ದಾರೆ. ಖಚಿತ ಮಾಹಿತಿ ಮೇರೆಗೆ ಸಿರುಗುಪ್ಪ ಆಹಾರ ನಿರೀಕ್ಷಕ ವಿಜಯಕುಮಾರ್ ಹಾಗೂ ಸಿರುಗುಪ್ಪ ಪೊಲೀಸ್ ಠಾಣೆಯ ಸಿಬ್ಬಂದಿ ನೇತೃತ್ವದ ತಂಡ ದಾಳಿ ನಡೆಸಿ ರೂ.29 ಸಾವಿರ ಮೌಲ್ಯದ 20 ಮೂಟೆಗಳಲ್ಲಿ ಸಂಗ್ರಹಿಸಿಟ್ಟಿದ್ದ ಒಟ್ಟು 11.60 ಕ್ವಿಂಟಾಲ್ ಅಕ್ಕಿಯನ್ನು ವಶಕ್ಕೆ ಪಡೆಯಲಾಗಿದೆ. ಮನೆ ಮಾಲೀಕನ ವಿರುದ್ಧ ಪ್ರಕರಣ ದಾಖಲಾಗಿದೆ.: [854, 1045, 1010, 1211]
article-headline: ಚರಂಡಿಯಲ್ಲಿ ಬಿದ್ದು ಒದ್ದಾಡಿ ಪ್ರಾಣ ಬಿಟ್ಟ ಬಾಲಕ!: [61, 1767, 329, 1787]
